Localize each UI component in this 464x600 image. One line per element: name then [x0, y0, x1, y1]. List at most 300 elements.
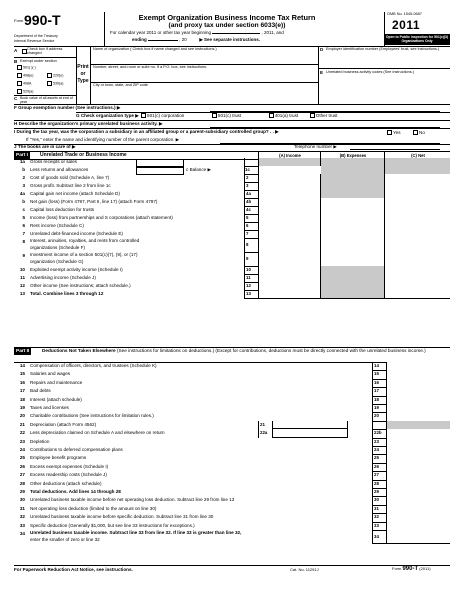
line-text: Interest, annuities, royalties, and rents from controlled: [30, 238, 140, 243]
line-text: Rent income (Schedule C): [30, 223, 84, 228]
ein-text: Employer identification number (Employees' trust, see instructions.): [326, 47, 440, 51]
line-number: b: [22, 199, 25, 204]
col-a-cell: [258, 158, 320, 166]
line-g: [76, 112, 337, 120]
line-text: Other deductions (attach schedule): [30, 480, 102, 486]
ending-label: ending: [132, 37, 147, 42]
part2-line-32: [14, 513, 450, 521]
part2-line-31: [14, 505, 450, 513]
part2-line-21: [14, 421, 450, 429]
line-j: [14, 143, 75, 151]
part1-title: Unrelated Trade or Business Income: [40, 152, 127, 158]
line-box-label: 19: [372, 404, 386, 412]
org-type-401a-trust-checkbox[interactable]: [269, 113, 274, 118]
org-type-other-trust-checkbox[interactable]: [310, 113, 315, 118]
mid-value-cell[interactable]: [272, 429, 348, 437]
line-text: Less returns and allowances: [30, 167, 89, 172]
line-i: [14, 128, 279, 136]
line-number: 6: [22, 223, 25, 228]
part2-title: Deductions Not Taken Elsewhere: [42, 348, 116, 353]
label-b: B: [14, 59, 18, 64]
part2-line-23: [14, 438, 450, 446]
value-cell[interactable]: [386, 429, 450, 437]
line-number: 2: [22, 175, 25, 180]
line-box-label: 20: [372, 412, 386, 420]
line-text: Income (loss) from partnerships and S corporations (attach statement): [30, 215, 173, 220]
part1-line-6-8: [14, 222, 450, 230]
part2-line-16: [14, 379, 450, 387]
col-c-cell: [384, 158, 450, 166]
part2-line-24: [14, 446, 450, 454]
value-cell[interactable]: [386, 370, 450, 378]
col-b-cell: [320, 290, 384, 298]
line-box-label: 4a: [244, 190, 258, 198]
line-text: Capital loss deduction for trusts: [30, 207, 95, 212]
value-cell[interactable]: [386, 488, 450, 496]
telephone-label: Telephone number ▶: [294, 144, 337, 149]
line-box-label: 28: [372, 480, 386, 488]
line-text: Depreciation (attach Form 4562): [30, 421, 97, 427]
value-cell[interactable]: [386, 530, 450, 543]
col-c-cell[interactable]: [384, 290, 450, 298]
part1-line-10-12: [14, 266, 450, 274]
line-box-label: 27: [372, 471, 386, 479]
line-box-label: 9: [244, 252, 258, 266]
line-text: Charitable contributions (See instructions for limitation rules.): [30, 413, 154, 419]
line-number: 27: [19, 472, 25, 478]
line-text: Employee benefit programs: [30, 455, 87, 461]
line-text-cont: organization (Schedule G): [30, 258, 84, 264]
value-cell[interactable]: [386, 454, 450, 462]
part2-line-22: [14, 429, 450, 437]
org-name-label: Name of organization ( Check box if name changed and see instructions.): [93, 47, 217, 51]
line-text: Unrelated business taxable income before net operating loss deduction. Subtract line 29 from line 13: [30, 497, 235, 503]
col-c-cell[interactable]: [384, 274, 450, 282]
col-b-cell: [320, 174, 384, 182]
line-box-label: 34: [372, 530, 386, 543]
part1-line-c-6: [14, 206, 450, 214]
line-box-label: 11: [244, 274, 258, 282]
line-number: 10: [19, 267, 25, 272]
line-number: 19: [19, 405, 25, 410]
exempt-option-501c[interactable]: 501( )( ): [16, 65, 36, 70]
part2-line-30: [14, 496, 450, 504]
line-box-label: 10: [244, 266, 258, 274]
value-cell: [386, 421, 450, 429]
org-type-401a-trust-label: 401(a) trust: [274, 113, 299, 118]
line-text: Excess readership costs (Schedule J): [30, 472, 107, 478]
footer-form-year: (2011): [419, 566, 431, 571]
line-box-label: 24: [372, 446, 386, 454]
label-e: E: [320, 70, 324, 75]
line-text: Net operating loss deduction (limited to the amount on line 30): [30, 505, 157, 511]
form-title: Exempt Organization Business Income Tax Return: [138, 13, 316, 22]
books-care-input[interactable]: [100, 145, 280, 149]
part1-line-2-2: [14, 174, 450, 182]
line-number: c: [22, 207, 25, 212]
value-cell[interactable]: [386, 480, 450, 488]
col-b-cell[interactable]: [320, 214, 384, 222]
line-text: Net gain (loss) (Form 4797, Part II, line 17) (attach Form 4797): [30, 199, 158, 204]
telephone-input[interactable]: [350, 145, 440, 150]
line-text: Capital gain net income (attach Schedule D): [30, 191, 120, 196]
part2-line-17: [14, 387, 450, 395]
col-a-cell[interactable]: [258, 214, 320, 222]
city-input[interactable]: [92, 89, 318, 101]
col-b-cell[interactable]: [320, 206, 384, 214]
form-number: 990-T: [24, 12, 61, 28]
col-a-cell[interactable]: [258, 222, 320, 230]
org-type-501c-trust-label: 501(c) trust: [217, 113, 242, 118]
form-prefix: Form: [14, 18, 24, 23]
address-changed-text: Check box if address changed: [27, 47, 63, 56]
exempt-option-408a[interactable]: 408A: [16, 81, 31, 86]
col-b-cell[interactable]: [320, 222, 384, 230]
part2-line-33: [14, 522, 450, 530]
col-c-cell[interactable]: [384, 174, 450, 182]
col-a-cell[interactable]: [258, 182, 320, 190]
dept-line-1: Department of the Treasury: [14, 34, 58, 38]
see-instructions: ▶ See separate instructions.: [199, 37, 261, 42]
line-box-label: 13: [244, 290, 258, 298]
part2-line-20: [14, 412, 450, 420]
part2-note: (See instructions for limitations on deductions.) (Except for contributions, deductions must be directly connected with the unrelated business income.): [116, 348, 426, 353]
col-c-cell[interactable]: [384, 282, 450, 290]
col-c-cell[interactable]: [384, 266, 450, 274]
street-label: Number, street, and room or suite no. If a P.O. box, see instructions.: [93, 65, 208, 69]
line-number: 20: [19, 413, 25, 419]
part1-line-8-10: [14, 238, 450, 252]
col-c-cell[interactable]: [384, 252, 450, 266]
line-number: 11: [20, 275, 25, 280]
col-c-cell[interactable]: [384, 182, 450, 190]
line-number: 5: [22, 215, 25, 220]
line-box-label: 32: [372, 513, 386, 521]
col-c-cell[interactable]: [384, 198, 450, 206]
dept-line-2: Internal Revenue Service: [14, 39, 55, 43]
value-cell[interactable]: [386, 412, 450, 420]
line-number: 21: [19, 421, 25, 427]
line-number: 26: [19, 463, 25, 469]
col-c-cell: [384, 166, 450, 174]
line-box-label: 25: [372, 454, 386, 462]
part1-line-1a-0: [14, 158, 450, 166]
line-box-label: [372, 421, 386, 429]
line-box-label: 22b: [372, 429, 386, 437]
line-h: [14, 120, 163, 128]
paperwork-notice: For Paperwork Reduction Act Notice, see instructions.: [14, 567, 133, 572]
calendar-line-text: For calendar year 2011 or other tax year beginning: [110, 30, 211, 35]
line-number: 13: [19, 291, 25, 296]
line-g-text: G Check organization type ▶: [76, 113, 139, 118]
col-a-cell[interactable]: [258, 174, 320, 182]
col-a-cell[interactable]: [258, 190, 320, 198]
line-text: Total. Combine lines 3 through 12: [30, 291, 104, 296]
line-number: b: [22, 167, 25, 172]
part2-label: Part II: [16, 349, 30, 354]
mid-value-cell[interactable]: [272, 421, 348, 429]
line-box-label: 31: [372, 505, 386, 513]
line-box-label: 5: [244, 214, 258, 222]
col-b-cell[interactable]: [320, 198, 384, 206]
col-b-cell: [320, 166, 384, 174]
org-type-501c-trust-checkbox[interactable]: [212, 113, 217, 118]
part1-line-11-13: [14, 274, 450, 282]
returns-allowances-input[interactable]: [136, 167, 184, 175]
col-a-cell[interactable]: [258, 238, 320, 252]
col-a-cell[interactable]: [258, 282, 320, 290]
part2-line-14: [14, 362, 450, 370]
line-number: 14: [19, 363, 25, 368]
value-cell[interactable]: [386, 404, 450, 412]
line-number: 32: [19, 514, 25, 520]
ending-year: , 20: [179, 37, 187, 42]
value-cell[interactable]: [386, 446, 450, 454]
line-number: 23: [19, 438, 25, 444]
col-b-cell: [320, 282, 384, 290]
col-b-cell[interactable]: [320, 238, 384, 252]
part2-line-27: [14, 471, 450, 479]
line-i-text: I During the tax year, was the corporation a subsidiary in an affiliated group or a parent-subsidiary controlled group? . . ▶: [14, 129, 279, 134]
line-number: 24: [19, 447, 25, 452]
line-1c-col-a[interactable]: [258, 166, 321, 174]
line-text: Total deductions. Add lines 14 through 28: [30, 489, 121, 494]
line-box-label: 12: [244, 282, 258, 290]
label-d: D: [320, 47, 324, 52]
part2-line-34: [14, 530, 450, 543]
line-box-label: 18: [372, 396, 386, 404]
calendar-line: [110, 30, 360, 35]
line-text-cont: enter the smaller of zero or line 32: [30, 536, 100, 542]
part1-line-5-7: [14, 214, 450, 222]
col-a-cell[interactable]: [258, 274, 320, 282]
part2-line-25: [14, 454, 450, 462]
line-box-label: 26: [372, 463, 386, 471]
col-b-cell[interactable]: [320, 252, 384, 266]
line-text: Gross profit. Subtract line 2 from line 1c: [30, 183, 111, 188]
line-text: Excess exempt expenses (Schedule I): [30, 463, 109, 469]
line-number: 17: [19, 388, 25, 394]
omb-number: OMB No. 1545-0687: [387, 12, 422, 16]
open-inspection-badge: Open to Public Inspection for 501(c)(3) Organizations Only: [385, 34, 449, 43]
activity-codes-text: Unrelated business activity codes (See instructions.): [326, 70, 415, 74]
part2-line-28: [14, 480, 450, 488]
line-box-label: 3: [244, 182, 258, 190]
value-cell[interactable]: [386, 496, 450, 504]
col-b-cell: [320, 182, 384, 190]
exempt-option-408e[interactable]: 408(e): [16, 73, 33, 78]
col-c-cell[interactable]: [384, 190, 450, 198]
part2-line-26: [14, 463, 450, 471]
label-c: C: [14, 96, 18, 101]
part1-label: Part I: [16, 153, 28, 158]
footer-form: [392, 566, 431, 572]
mid-box-label: 22a: [258, 429, 272, 437]
line-box-label: 33: [372, 522, 386, 530]
exempt-option-529a[interactable]: 529(a): [16, 89, 33, 94]
part2-line-18: [14, 396, 450, 404]
line-f-text: F Group exemption number (See instructions.) ▶: [14, 105, 121, 110]
col-a-cell[interactable]: [258, 206, 320, 214]
col-c-cell[interactable]: [384, 238, 450, 252]
ein-input[interactable]: [320, 58, 448, 67]
line-text: Interest (attach schedule): [30, 396, 82, 402]
balance-label: c Balance ▶: [186, 167, 211, 172]
gross-receipts-input[interactable]: [136, 159, 184, 167]
part2-line-15: [14, 370, 450, 378]
line-box-label: 30: [372, 496, 386, 504]
line-number: 18: [19, 396, 25, 402]
line-number: 12: [19, 283, 25, 288]
org-type-501c-corp-label: 501(c) corporation: [147, 113, 185, 118]
line-number: 15: [19, 371, 25, 377]
line-text: Salaries and wages: [30, 371, 71, 377]
line-text: Gross receipts or sales: [30, 159, 77, 164]
line-j-text: J The books are in care of ▶: [14, 144, 76, 149]
col-a-cell[interactable]: [258, 266, 320, 274]
line-1c-box: 1c: [245, 167, 250, 172]
col-c-cell[interactable]: [384, 214, 450, 222]
line-text: Taxes and licenses: [30, 405, 69, 410]
value-cell[interactable]: [386, 471, 450, 479]
col-b-header: (B) Expenses: [320, 152, 385, 159]
line-box-label: 6: [244, 222, 258, 230]
value-cell[interactable]: [386, 513, 450, 521]
part1-line-12-14: [14, 282, 450, 290]
line-box-label: 7: [244, 230, 258, 238]
part1-line-3-3: [14, 182, 450, 190]
value-cell[interactable]: [386, 362, 450, 370]
line-box-label: 2: [244, 174, 258, 182]
line-text: Bad debts: [30, 388, 51, 394]
part1-line-b-5: [14, 198, 450, 206]
book-value-text: Book value of all assets at end of year: [20, 96, 73, 104]
line-box-label: 14: [372, 362, 386, 370]
line-text: Cost of goods sold (Schedule A, line 7): [30, 175, 110, 180]
col-b-cell: [320, 266, 384, 274]
line-box-label: 4b: [244, 198, 258, 206]
value-cell[interactable]: [386, 438, 450, 446]
footer-form-number: 990-T: [402, 566, 419, 572]
value-cell[interactable]: [386, 522, 450, 530]
footer-form-label: Form: [392, 566, 402, 571]
col-c-header: (C) Net: [384, 152, 451, 159]
cat-number: Cat. No. 11291J: [290, 567, 319, 572]
line-number: 33: [19, 522, 25, 528]
line-f: [14, 104, 120, 112]
street-input[interactable]: [92, 70, 318, 80]
line-text: Unrelated business taxable income before specific deduction. Subtract line 31 from line 30: [30, 514, 214, 520]
line-text-cont: organizations (Schedule F): [30, 244, 85, 250]
line-box-label: 17: [372, 387, 386, 395]
part2-line-29: [14, 488, 450, 496]
line-number: 30: [19, 497, 25, 503]
org-type-other-trust-label: Other trust: [315, 113, 338, 118]
line-number: 28: [19, 480, 25, 486]
org-type-501c-corp-checkbox[interactable]: [141, 113, 146, 118]
line-box-label: 29: [372, 488, 386, 496]
col-a-cell[interactable]: [258, 252, 320, 266]
col-a-cell[interactable]: [258, 198, 320, 206]
part2-title-block: [42, 348, 448, 355]
subsidiary-yes[interactable]: Yes: [386, 130, 401, 135]
label-a: A: [14, 48, 18, 53]
line-number: 22: [19, 430, 25, 436]
col-a-cell[interactable]: [258, 290, 320, 298]
line-box-label: 8: [244, 238, 258, 252]
col-a-header: (A) Income: [258, 152, 321, 159]
form-subtitle: (and proxy tax under section 6033(e)): [168, 22, 286, 29]
value-cell[interactable]: [386, 396, 450, 404]
org-name-input[interactable]: [92, 52, 318, 62]
line-number: 1a: [19, 159, 25, 164]
value-cell[interactable]: [386, 505, 450, 513]
part1-line-13-15: [14, 290, 450, 298]
col-c-cell[interactable]: [384, 206, 450, 214]
line-box-label: 4c: [244, 206, 258, 214]
line-box-label: 16: [372, 379, 386, 387]
part2-header: [14, 347, 450, 363]
col-b-cell: [320, 190, 384, 198]
line-number: 3: [22, 183, 25, 188]
line-text: Less depreciation claimed on Schedule A and elsewhere on return: [30, 430, 165, 436]
col-a-cell[interactable]: [258, 230, 320, 238]
value-cell[interactable]: [386, 387, 450, 395]
col-c-cell[interactable]: [384, 222, 450, 230]
line-text: Specific deduction (Generally $1,000, but see line 33 instructions for exceptions.): [30, 522, 195, 528]
value-cell[interactable]: [386, 379, 450, 387]
line-number: 4a: [19, 191, 25, 196]
line-text: Other income (See instructions; attach schedule.): [30, 283, 131, 288]
exempt-under-text: Exempt under section: [20, 59, 57, 63]
col-b-cell[interactable]: [320, 230, 384, 238]
line-text: Advertising income (Schedule J): [30, 275, 96, 280]
line-number: 9: [22, 253, 25, 258]
col-b-cell: [320, 158, 384, 166]
calendar-line-end: , 2011, and: [261, 30, 284, 35]
line-text: Investment income of a section 501(c)(7), (9), or (17): [30, 252, 138, 257]
col-c-cell[interactable]: [384, 230, 450, 238]
line-text: Unrelated business taxable income. Subtract line 33 from line 32. If line 33 is greater than line 32,: [30, 530, 242, 535]
city-label: City or town, state, and ZIP code: [93, 83, 149, 87]
activity-codes-input[interactable]: [320, 82, 448, 100]
exempt-option-220e[interactable]: 220(e): [46, 73, 63, 78]
line-number: 16: [19, 379, 25, 385]
tax-year: 2011: [392, 18, 421, 32]
part1-line-b-1: [14, 166, 450, 174]
line-text: Depletion: [30, 438, 50, 444]
col-b-cell: [320, 274, 384, 282]
print-or-type-label: Print or Type: [77, 64, 89, 84]
value-cell[interactable]: [386, 463, 450, 471]
line-number: 29: [19, 489, 25, 494]
line-number: 25: [19, 455, 25, 461]
line-text: Exploited exempt activity income (Schedule I): [30, 267, 123, 272]
part1-line-9-11: [14, 252, 450, 266]
subsidiary-no[interactable]: No: [412, 130, 425, 135]
line-text: Compensation of officers, directors, and trustees (Schedule K): [30, 363, 157, 368]
exempt-option-530a[interactable]: 530(a): [46, 81, 63, 86]
part1-line-4a-4: [14, 190, 450, 198]
line-box-label: 23: [372, 438, 386, 446]
line-number: 7: [22, 231, 25, 236]
part1-line-7-9: [14, 230, 450, 238]
ending-line: [132, 37, 372, 43]
line-number: 8: [22, 239, 25, 244]
line-i-sub: If "Yes," enter the name and identifying number of the parent corporation. ▶: [26, 137, 180, 142]
line-box-label: [244, 158, 258, 166]
part2-line-19: [14, 404, 450, 412]
